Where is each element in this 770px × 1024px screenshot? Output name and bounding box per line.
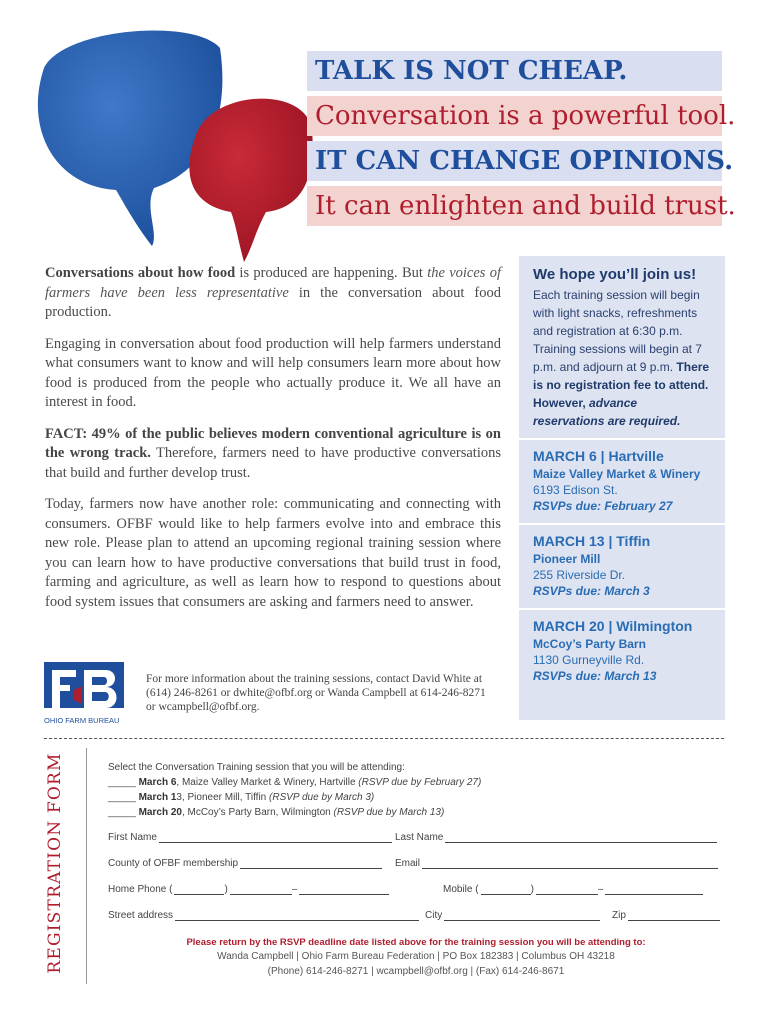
farm-bureau-logo-icon xyxy=(44,660,126,710)
session-prompt: Select the Conversation Training session that you will be attending: xyxy=(108,762,405,773)
ohio-farm-bureau-logo xyxy=(44,660,126,725)
event-title: MARCH 6 | Hartville xyxy=(533,448,664,464)
event-venue: McCoy’s Party Barn xyxy=(533,637,646,651)
return-instructions: Please return by the RSVP deadline date listed above for the training session you will be attending to: xyxy=(186,937,646,948)
event-address: 1130 Gurneyville Rd. xyxy=(533,653,645,667)
intro-text xyxy=(45,264,501,624)
city-field[interactable]: City xyxy=(425,910,600,921)
event-title: MARCH 20 | Wilmington xyxy=(533,618,693,634)
address-row xyxy=(108,910,724,924)
event-march-13 xyxy=(533,533,711,600)
logo-caption: OHIO FARM BUREAU xyxy=(44,716,120,725)
event-address: 6193 Edison St. xyxy=(533,483,618,497)
event-title: MARCH 13 | Tiffin xyxy=(533,533,651,549)
cut-line xyxy=(44,738,724,739)
street-address-field[interactable]: Street address xyxy=(108,910,419,921)
headline-4: It can enlighten and build trust. xyxy=(307,186,722,226)
event-march-6 xyxy=(533,448,711,515)
svg-text:®: ® xyxy=(119,663,125,670)
county-field[interactable]: County of OFBF membership xyxy=(108,858,382,869)
registration-form xyxy=(108,760,724,921)
event-march-20 xyxy=(533,618,711,685)
registration-divider xyxy=(86,748,87,984)
event-rsvp: RSVPs due: March 13 xyxy=(533,669,657,683)
session-option[interactable]: _____ March 6, Maize Valley Market & Winery, Hartville (RSVP due by February 27) xyxy=(108,777,482,788)
sidebar-info: Each training session will begin with light snacks, refreshments and registration at 6:30 p.m. Training sessions will begin at 7 p.m. and adjourn at 9 p.m. There is no registration fee to attend. However, advance reservations are required. xyxy=(533,288,710,428)
home-phone-field[interactable]: Home Phone ( ) – xyxy=(108,884,389,895)
intro-paragraph-1: Conversations about how food is produced are happening. But the voices of farmers have been less representative in the conversation about food production. xyxy=(45,265,502,320)
headline-2: Conversation is a powerful tool. xyxy=(307,96,722,136)
phone-row xyxy=(108,884,724,898)
zip-field[interactable]: Zip xyxy=(612,910,720,921)
event-address: 255 Riverside Dr. xyxy=(533,568,626,582)
mailing-address: Wanda Campbell | Ohio Farm Bureau Federation | PO Box 182383 | Columbus OH 43218 xyxy=(217,951,615,962)
contact-info: For more information about the training sessions, contact David White at (614) 246-8261 or dwhite@ofbf.org or Wanda Campbell at 614-246-8271 or wcampbell@ofbf.org. xyxy=(146,673,486,713)
event-rsvp: RSVPs due: March 3 xyxy=(533,584,650,598)
red-speech-bubble-icon xyxy=(186,90,316,265)
registration-form-label: REGISTRATION FORM xyxy=(45,752,65,974)
sidebar-heading: We hope you’ll join us! xyxy=(533,266,697,283)
headline-3: IT CAN CHANGE OPINIONS. xyxy=(307,141,722,181)
first-name-field[interactable]: First Name xyxy=(108,832,392,843)
county-row xyxy=(108,858,724,872)
name-row xyxy=(108,832,724,846)
intro-paragraph-fact: FACT: 49% of the public believes modern conventional agriculture is on the wrong track. Therefore, farmers need to have productive conversations that build and further develop trust. xyxy=(45,425,501,481)
session-option[interactable]: _____ March 20, McCoy’s Party Barn, Wilmington (RSVP due by March 13) xyxy=(108,807,445,818)
event-rsvp: RSVPs due: February 27 xyxy=(533,499,673,513)
event-venue: Pioneer Mill xyxy=(533,552,601,566)
headline-1: TALK IS NOT CHEAP. xyxy=(307,51,722,91)
email-field[interactable]: Email xyxy=(395,858,718,869)
mobile-field[interactable]: Mobile ( ) – xyxy=(443,884,703,895)
intro-paragraph-4: Today, farmers now have another role: communicating and connecting with consumers. OFBF would like to help farmers evolve into and embrace this new role. Please plan to attend an upcoming regional training session where you can learn how to have productive conversations that build trust in food, farming and agriculture, as well as learn how to respond to questions about food system issues that consumers are asking and farmers need to answer. xyxy=(45,496,501,610)
contact-numbers: (Phone) 614-246-8271 | wcampbell@ofbf.org | (Fax) 614-246-8671 xyxy=(267,966,565,977)
last-name-field[interactable]: Last Name xyxy=(395,832,717,843)
session-option[interactable]: _____ March 13, Pioneer Mill, Tiffin (RSVP due by March 3) xyxy=(108,792,375,803)
event-venue: Maize Valley Market & Winery xyxy=(533,467,701,481)
event-sidebar xyxy=(519,256,725,720)
intro-paragraph-2: Engaging in conversation about food production will help farmers understand what consumers want to know and will help consumers learn more about how food is produced from the people who actually produce it. We all have an interest in food. xyxy=(45,335,501,410)
